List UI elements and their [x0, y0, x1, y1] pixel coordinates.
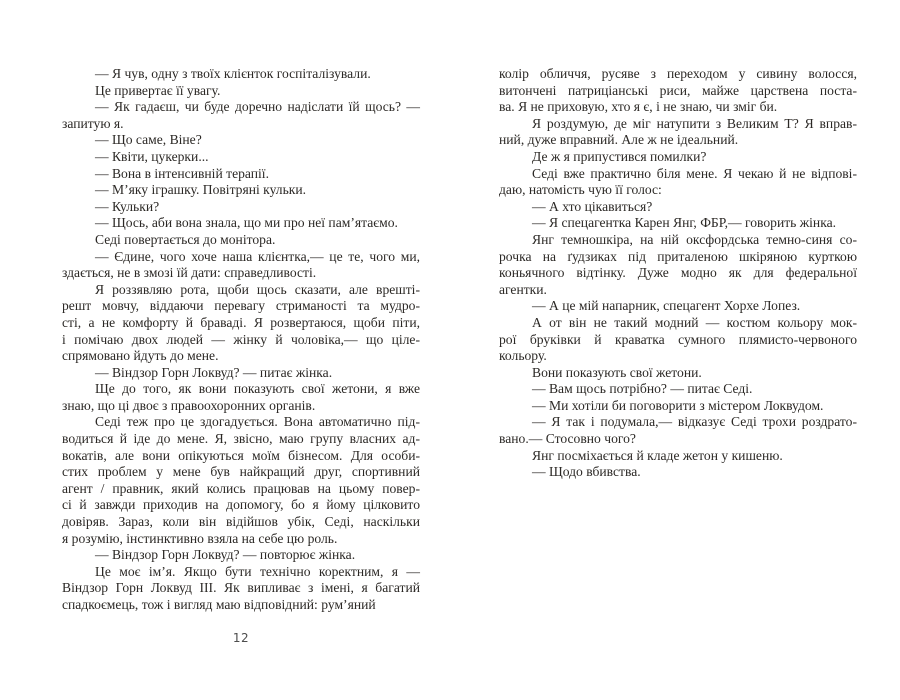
- paragraph: [499, 398, 857, 415]
- paragraph: [62, 99, 420, 132]
- paragraph: [499, 315, 857, 365]
- paragraph: [62, 381, 420, 414]
- page-number: 12: [232, 631, 250, 645]
- text-line: вано.— Стосовно чого?: [499, 431, 636, 447]
- paragraph: [499, 116, 857, 149]
- text-line: колір обличчя, русяве з переходом у сивину волосся,: [499, 66, 857, 81]
- text-line: агентки.: [499, 281, 547, 297]
- text-line: здається, не в змозі їй дати: справедливості.: [62, 265, 317, 281]
- paragraph: [499, 464, 857, 481]
- paragraph: [499, 414, 857, 447]
- text-line: Я роззявляю рота, щоби щось сказати, але врешті-: [95, 281, 420, 297]
- text-line: стих проблем у мене був найкращий друг, спортивний: [62, 464, 420, 480]
- text-line: і помічаю двох людей — жінку й чоловіка,— що ціле-: [62, 331, 420, 347]
- text-line: знаю, що ці двоє з правоохоронних органів.: [62, 397, 316, 413]
- text-line: спрямовано йдуть до мене.: [62, 348, 219, 364]
- paragraph: [62, 83, 420, 100]
- text-column-left: [62, 66, 420, 614]
- text-line: Ще до того, як вони показують свої жетони, я вже: [95, 381, 420, 397]
- paragraph: [499, 381, 857, 398]
- text-line: рої бруківки й краватка сумного плямисто-червоного: [499, 331, 857, 347]
- paragraph: [499, 149, 857, 166]
- text-line: — Кульки?: [95, 198, 160, 214]
- paragraph: [499, 298, 857, 315]
- paragraph: [499, 232, 857, 298]
- paragraph: [499, 166, 857, 199]
- paragraph: [62, 149, 420, 166]
- text-line: — Віндзор Горн Локвуд? — питає жінка.: [95, 364, 333, 380]
- paragraph: [62, 547, 420, 564]
- text-line: рочка на ґудзиках під приталеною шкіряною курткою: [499, 248, 857, 264]
- text-line: — А це мій напарник, спецагент Хорхе Лопез.: [532, 298, 801, 314]
- text-line: я розумію, інстинктивно взяла на себе цю роль.: [62, 530, 338, 546]
- text-line: Віндзор Горн Локвуд III. Як випливає з імені, я багатий: [62, 580, 420, 596]
- paragraph: [62, 199, 420, 216]
- text-line: Де ж я припустився помилки?: [532, 148, 707, 164]
- text-line: запитую я.: [62, 115, 124, 131]
- text-line: — М’яку іграшку. Повітряні кульки.: [95, 182, 307, 198]
- text-line: водиться й іде до мене. Я, звісно, маю групу власних ад-: [62, 431, 420, 447]
- paragraph: [62, 132, 420, 149]
- paragraph: [62, 414, 420, 547]
- text-line: довіряв. Зараз, коли він відійшов убік, Седі, наскільки: [62, 514, 420, 530]
- text-line: — Віндзор Горн Локвуд? — повторює жінка.: [95, 547, 356, 563]
- text-line: Вони показують свої жетони.: [532, 364, 702, 380]
- text-line: — Ми хотіли би поговорити з містером Локвудом.: [532, 397, 824, 413]
- text-line: Я роздумую, де міг натупити з Великим Т? Я вправ-: [532, 115, 857, 131]
- text-line: Седі теж про це здогадується. Вона автоматично під-: [95, 414, 420, 430]
- text-line: — Я спецагентка Карен Янг, ФБР,— говорить жінка.: [532, 215, 837, 231]
- text-line: — Єдине, чого хоче наша клієнтка,— це те, чого ми,: [95, 248, 420, 264]
- text-line: — Як гадаєш, чи буде доречно надіслати їй щось? —: [95, 99, 420, 115]
- text-line: — Я чув, одну з твоїх клієнток госпіталізували.: [95, 66, 371, 81]
- text-line: ний, дуже вправний. Але ж не ідеальний.: [499, 132, 739, 148]
- paragraph: [499, 215, 857, 232]
- text-line: Янг темношкіра, на ній оксфордська темно-синя со-: [532, 231, 857, 247]
- text-column-right: [499, 66, 857, 481]
- text-line: — Вам щось потрібно? — питає Седі.: [532, 381, 753, 397]
- text-line: спадкоємець, тож і вигляд маю відповідний: рум’яний: [62, 597, 376, 612]
- text-line: Седі повертається до монітора.: [95, 231, 276, 247]
- text-line: даю, натомість чую її голос:: [499, 182, 662, 198]
- text-line: сті, а не комфорту й браваді. Я розвертаюся, щоби піти,: [62, 314, 420, 330]
- text-line: — Що саме, Віне?: [95, 132, 202, 148]
- paragraph: [62, 166, 420, 183]
- paragraph: [62, 249, 420, 282]
- text-line: вокатів, але вони опікуються моїм бізнесом. Для особи-: [62, 447, 420, 463]
- paragraph: [62, 564, 420, 614]
- text-line: коньячного відтінку. Дуже модно як для федеральної: [499, 265, 857, 281]
- text-line: Це моє ім’я. Якщо бути технічно коректним, я —: [95, 563, 420, 579]
- text-line: А от він не такий модний — костюм кольору мок-: [532, 314, 857, 330]
- text-line: ва. Я не приховую, хто я є, і не знаю, чи зміг би.: [499, 99, 778, 115]
- paragraph: [499, 199, 857, 216]
- text-line: решт мовчу, віддаючи перевагу стриманості та мудро-: [62, 298, 420, 314]
- text-line: — Щось, аби вона знала, що ми про неї пам’ятаємо.: [95, 215, 398, 231]
- paragraph: [62, 365, 420, 382]
- paragraph: [62, 182, 420, 199]
- text-line: — А хто цікавиться?: [532, 198, 653, 214]
- text-line: Седі вже практично біля мене. Я чекаю й не відпові-: [532, 165, 857, 181]
- text-line: — Щодо вбивства.: [532, 464, 641, 480]
- text-line: витончені патриціанські риси, майже царствена поста-: [499, 82, 857, 98]
- text-line: кольору.: [499, 348, 547, 364]
- text-line: — Я так і подумала,— відказує Седі трохи роздрато-: [532, 414, 857, 430]
- text-line: сі й завжди приходив на допомогу, бо я йому цілковито: [62, 497, 420, 513]
- text-line: Це привертає її увагу.: [95, 82, 221, 98]
- text-line: — Квіти, цукерки...: [95, 148, 209, 164]
- paragraph: [62, 232, 420, 249]
- paragraph: [499, 66, 857, 116]
- paragraph: [499, 365, 857, 382]
- paragraph: [62, 66, 420, 83]
- text-line: агент / правник, який колись працював на цьому повер-: [62, 480, 420, 496]
- paragraph: [62, 215, 420, 232]
- paragraph: [62, 282, 420, 365]
- text-line: Янг посміхається й кладе жетон у кишеню.: [532, 447, 783, 463]
- text-line: — Вона в інтенсивній терапії.: [95, 165, 269, 181]
- paragraph: [499, 448, 857, 465]
